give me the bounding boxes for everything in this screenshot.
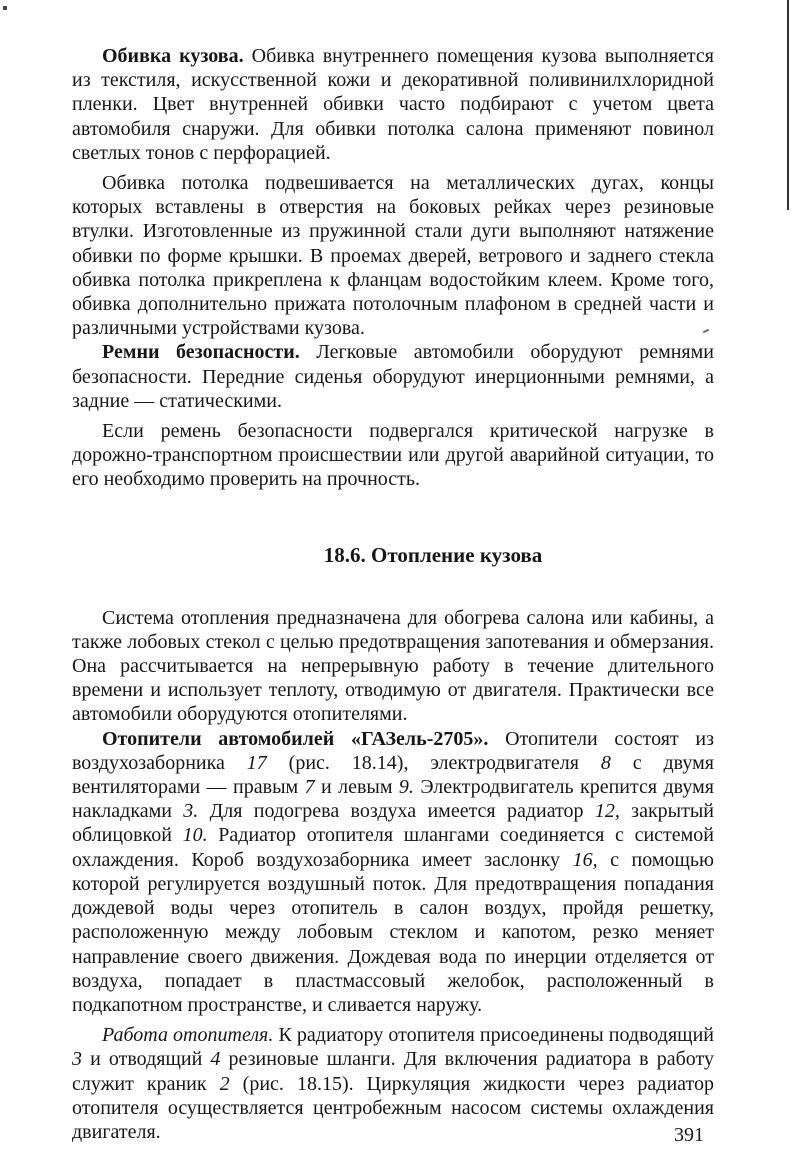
text-run: Радиатор отопителя шлангами соединяется с системой охлаждения. Короб воздухозаборника имеет заслонку [72, 824, 715, 871]
page-content [72, 44, 714, 1144]
text-run: Отопители состоят из воздухозаборника [72, 727, 714, 774]
paragraph-seatbelts [72, 340, 714, 413]
text-run: с помощью которой регулируется воздушный поток. Для предотвращения попадания дождевой воды через отопитель в салон воздух, пройдя решетку, расположенную между лобовым стеклом и капотом, резко меняет направление своего движения. Дождевая вода по инерции отделяется от воздуха, попадает в пластмассовый желобок, расположенный в подкапотном пространстве, и сливается наружу. [72, 848, 714, 1016]
paragraph-belt-check: Если ремень безопасности подвергался критической нагрузке в дорожно-транспортном происшествии или другой аварийной ситуации, то его необходимо проверить на прочность. [72, 420, 714, 491]
ref-number: 2 [219, 1072, 230, 1095]
scan-mark [3, 6, 7, 10]
ref-number: 12, [594, 800, 620, 823]
upholstery-lead: Обивка кузова. [102, 45, 244, 67]
ref-number: 9. [398, 776, 414, 799]
paragraph-ceiling: Обивка потолка подвешивается на металлических дугах, концы которых вставлены в отверстия на боковых рейках через резиновые втулки. Изготовленные из пружинной стали дуги выполняют натяжение обивки по форме крышки. В проемах дверей, ветрового и заднего стекла обивка потолка прикреплена к фланцам водостойким клеем. Кроме того, обивка дополнительно прижата потолочным плафоном в средней части и различными устройствами кузова. [72, 172, 714, 340]
operation-lead: Работа отопителя. [102, 1024, 274, 1047]
ref-number: 16, [572, 848, 598, 871]
text-run: Для подогрева воздуха имеется радиатор [198, 800, 595, 823]
section-heading: 18.6. Отопление кузова [323, 542, 543, 567]
paragraph-heating-system: Система отопления предназначена для обогрева салона или кабины, а также лобовых стекол с целью предотвращения запотевания и обмерзания. Она рассчитывается на непрерывную работу в течение длительного времени и использует теплоту, отводимую от двигателя. Практически все автомобили оборудуются отопителями. [72, 606, 714, 726]
ref-number: 3. [183, 800, 199, 823]
text-run: К радиатору отопителя присоединены подводящий [273, 1024, 714, 1047]
upholstery-text: Обивка внутреннего помещения кузова выполняется из текстиля, искусственной кожи и декоративной поливинилхлоридной пленки. Цвет внутренней обивки часто подбирают с учетом цвета автомобиля снаружи. Для обивки потолка салона применяют повинол светлых тонов с перфорацией. [72, 45, 714, 164]
text-run: (рис. 18.14), электродвигателя [266, 751, 601, 774]
text-run: закрытый облицовкой [72, 800, 714, 847]
text-run: с двумя вентиляторами — правым [72, 751, 715, 799]
ref-number: 3 [72, 1048, 82, 1071]
scan-edge-line [787, 0, 789, 210]
text-run: резиновые шланги. Для включения радиатора в работу служит краник [72, 1048, 714, 1095]
seatbelts-text: Легковые автомобили оборудуют ремнями безопасности. Передние сиденья оборудуют инерционными ремнями, а задние — статическими. [72, 341, 714, 412]
text-run: и левым [314, 776, 399, 799]
ref-number: 10. [182, 824, 208, 847]
gazelle-lead: Отопители автомобилей «ГАЗель-2705». [102, 727, 489, 750]
ref-number: 4 [210, 1048, 221, 1071]
seatbelts-lead: Ремни безопасности. [102, 341, 300, 364]
text-run: (рис. 18.15). Циркуляция жидкости через радиатор отопителя осуществляется центробежным насосом системы охлаждения двигателя. [72, 1072, 714, 1143]
ref-number: 17 [246, 751, 267, 774]
paragraph-heater-operation [72, 1023, 714, 1144]
paragraph-gazelle-heaters [72, 727, 714, 1017]
ref-number: 8 [600, 751, 611, 774]
text-run: Электродвигатель крепится двумя накладками [72, 776, 714, 823]
page-number: 391 [674, 1124, 704, 1146]
text-run: и отводящий [82, 1048, 211, 1071]
paragraph-upholstery [72, 44, 714, 165]
ref-number: 7 [304, 776, 315, 799]
